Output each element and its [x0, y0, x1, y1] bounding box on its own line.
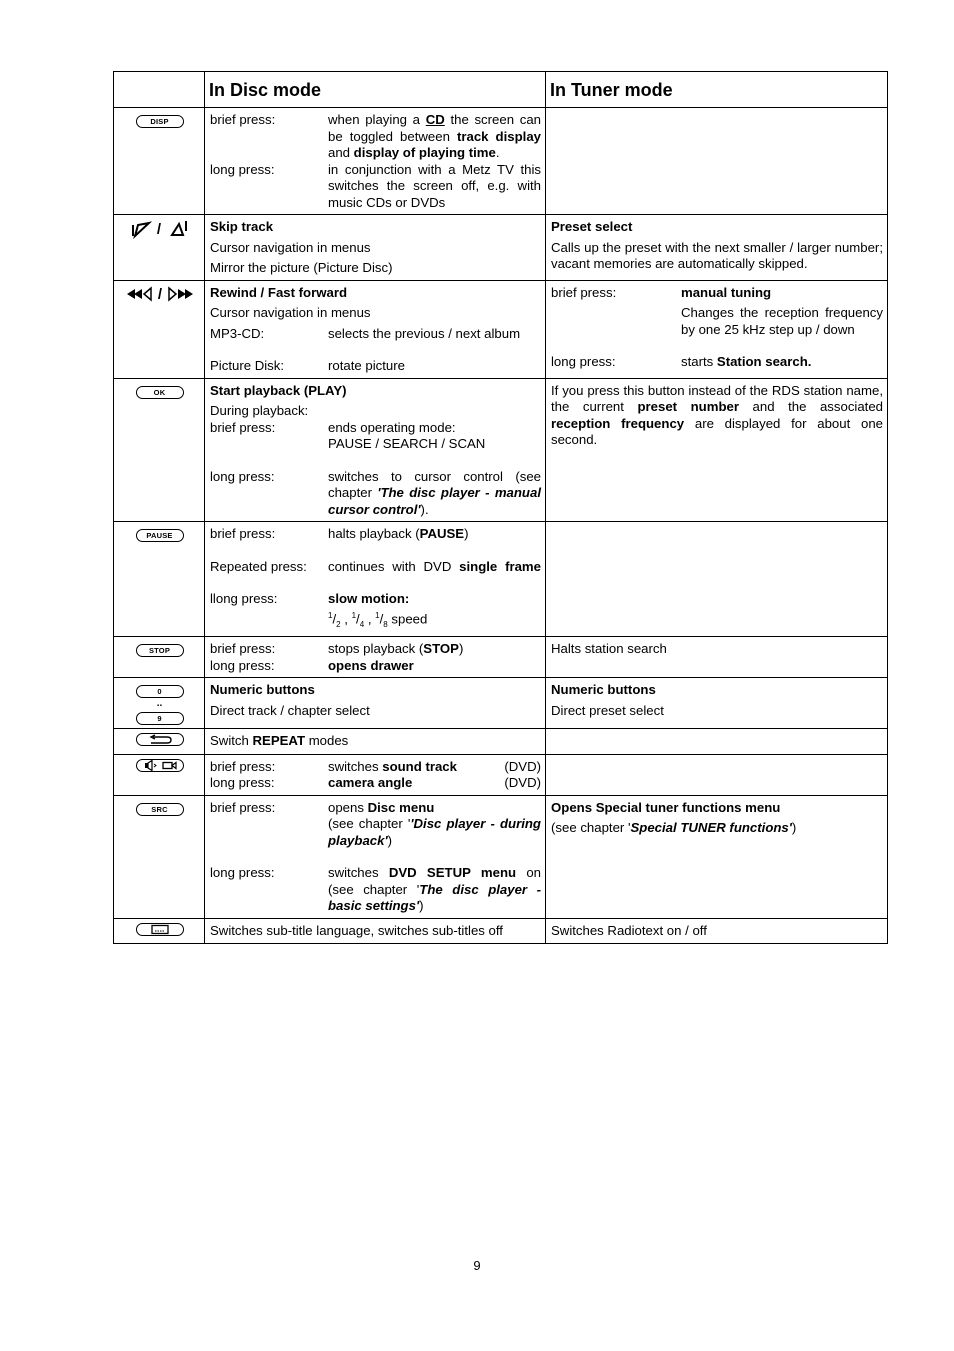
label-brief-press: brief press:: [210, 641, 276, 657]
mp3-cd-text: selects the previous / next album: [328, 325, 521, 341]
label-brief-press: brief press:: [210, 112, 276, 127]
during-playback-label: During playback:: [210, 403, 309, 418]
numeric-title: Numeric buttons: [210, 682, 315, 698]
audio-brief-text: switches sound track (DVD): [328, 758, 541, 774]
tuner-mode-cell: [546, 522, 888, 637]
ok-brief-text: ends operating mode: PAUSE / SEARCH / SCAN: [328, 419, 486, 451]
pause-button-icon: PAUSE: [136, 529, 184, 542]
tuner-mode-cell: [546, 754, 888, 795]
pause-brief-text: halts playback (PAUSE): [328, 526, 469, 541]
disc-mode-cell: Switch REPEAT modes: [205, 729, 546, 755]
table-row: [114, 795, 888, 918]
label-repeated-press: Repeated press:: [210, 558, 307, 574]
tuner-mode-cell: [546, 108, 888, 215]
tuner-mode-cell: [546, 215, 888, 281]
audio-long-text: camera angle (DVD): [328, 775, 541, 791]
table-row: [114, 522, 888, 637]
remote-functions-table: [113, 71, 888, 944]
nine-button-icon: 9: [136, 712, 184, 725]
disc-mode-cell: [205, 215, 546, 281]
tuner-mode-cell: [546, 795, 888, 918]
header-empty-cell: [114, 72, 205, 108]
tuner-mode-cell: Switches Radiotext on / off: [546, 918, 888, 944]
numeric-tuner-text: Direct preset select: [551, 702, 664, 718]
label-long-press: long press:: [210, 865, 275, 881]
stop-brief-text: stops playback (STOP): [328, 641, 464, 657]
numeric-tuner-title: Numeric buttons: [551, 682, 656, 698]
ok-long-text: switches to cursor control (see chapter 'The disc player - manual cursor control').: [328, 468, 541, 517]
subtitle-icon: [136, 923, 184, 936]
range-dots: ..: [156, 697, 163, 709]
numeric-text: Direct track / chapter select: [210, 702, 370, 718]
table-header-row: [114, 72, 888, 108]
stop-button-icon: STOP: [136, 644, 184, 657]
page-number: 9: [473, 1258, 481, 1273]
table-row: [114, 637, 888, 678]
svg-text:/: /: [156, 221, 161, 238]
tuner-mode-cell: [546, 280, 888, 378]
disc-mode-cell: [205, 754, 546, 795]
rewind-title: Rewind / Fast forward: [210, 284, 348, 300]
label-long-press: long press:: [210, 161, 275, 177]
label-long-press: long press:: [210, 657, 275, 673]
zero-button-icon: 0: [136, 685, 184, 698]
src-button-icon: SRC: [136, 803, 184, 816]
table-row: [114, 280, 888, 378]
svg-text:/: /: [157, 285, 162, 303]
skip-line-2: Mirror the picture (Picture Disc): [210, 260, 393, 275]
audio-angle-icon: [136, 759, 184, 772]
header-disc-mode: In Disc mode: [205, 72, 546, 108]
header-tuner-mode: In Tuner mode: [546, 72, 888, 108]
tuner-mode-cell: [546, 729, 888, 755]
src-long-text: switches DVD SETUP menu on (see chapter 'The disc player - basic settings'): [328, 865, 541, 914]
icon-cell: [114, 918, 205, 944]
start-playback-title: Start playback (PLAY): [210, 382, 347, 398]
pause-repeated-text: continues with DVD single frame: [328, 558, 541, 574]
src-brief-text: opens Disc menu (see chapter ''Disc player - during playback'): [328, 799, 541, 848]
skip-title: Skip track: [210, 219, 274, 234]
table-row: [114, 215, 888, 281]
label-long-press: long press:: [210, 468, 275, 484]
tuner-mode-cell: [546, 678, 888, 729]
label-brief-press: brief press:: [210, 758, 276, 774]
icon-cell: [114, 522, 205, 637]
picture-disk-text: rotate picture: [328, 358, 405, 373]
label-long-press: long press:: [551, 354, 616, 369]
label-mp3-cd: MP3-CD:: [210, 325, 265, 341]
special-tuner-title: Opens Special tuner functions menu: [551, 799, 781, 815]
disp-long-text: in conjunction with a Metz TV this switches the screen off, e.g. with music CDs or DVDs: [328, 161, 541, 210]
skip-line-1: Cursor navigation in menus: [210, 239, 371, 255]
disc-mode-cell: [205, 795, 546, 918]
label-brief-press: brief press:: [551, 284, 617, 300]
label-brief-press: brief press:: [210, 419, 276, 435]
manual-tuning-title: manual tuning: [681, 284, 772, 300]
disc-mode-cell: [205, 280, 546, 378]
disc-mode-cell: Switches sub-title language, switches sub-titles off: [205, 918, 546, 944]
table-row: [114, 918, 888, 944]
icon-cell: [114, 637, 205, 678]
icon-cell: [114, 678, 205, 729]
label-brief-press: brief press:: [210, 799, 276, 815]
rewind-line-1: Cursor navigation in menus: [210, 305, 371, 320]
ok-tuner-text: If you press this button instead of the RDS station name, the current preset number and the associated reception frequency are displayed for about one second.: [551, 382, 884, 447]
station-search-text: starts Station search.: [681, 354, 812, 369]
icon-cell: [114, 378, 205, 522]
disc-mode-cell: [205, 637, 546, 678]
tuner-mode-cell: Halts station search: [546, 637, 888, 678]
table-row: [114, 729, 888, 755]
icon-cell: [114, 215, 205, 281]
rewind-forward-icon: [125, 285, 195, 303]
disp-brief-text: when playing a CD the screen can be toggled between track display and display of playing time.: [328, 112, 541, 160]
icon-cell: [114, 754, 205, 795]
repeat-icon: [136, 733, 184, 746]
special-tuner-text: (see chapter 'Special TUNER functions'): [551, 820, 797, 836]
table-row: [114, 678, 888, 729]
disc-mode-cell: [205, 522, 546, 637]
table-row: [114, 754, 888, 795]
skip-track-icon: [130, 219, 190, 239]
disp-button-icon: DISP: [136, 115, 184, 128]
disc-mode-cell: [205, 378, 546, 522]
disc-mode-cell: [205, 108, 546, 215]
tuner-mode-cell: [546, 378, 888, 522]
preset-select-title: Preset select: [551, 219, 633, 234]
icon-cell: [114, 280, 205, 378]
label-picture-disk: Picture Disk:: [210, 358, 285, 373]
label-brief-press: brief press:: [210, 526, 276, 541]
ok-button-icon: OK: [136, 386, 184, 399]
icon-cell: [114, 108, 205, 215]
stop-long-text: opens drawer: [328, 657, 414, 673]
icon-cell: [114, 729, 205, 755]
pause-long-text: slow motion: $^1/_2$ , $^1/_4$ , $^1/_8$ speed: [328, 591, 428, 629]
table-row: [114, 378, 888, 522]
label-long-press: llong press:: [210, 591, 278, 606]
disc-mode-cell: [205, 678, 546, 729]
icon-cell: [114, 795, 205, 918]
preset-select-text: Calls up the preset with the next smaller / larger number; vacant memories are automatically skipped.: [551, 239, 883, 271]
table-row: [114, 108, 888, 215]
label-long-press: long press:: [210, 775, 275, 791]
manual-tuning-text: Changes the reception frequency by one 25 kHz step up / down: [681, 305, 883, 337]
